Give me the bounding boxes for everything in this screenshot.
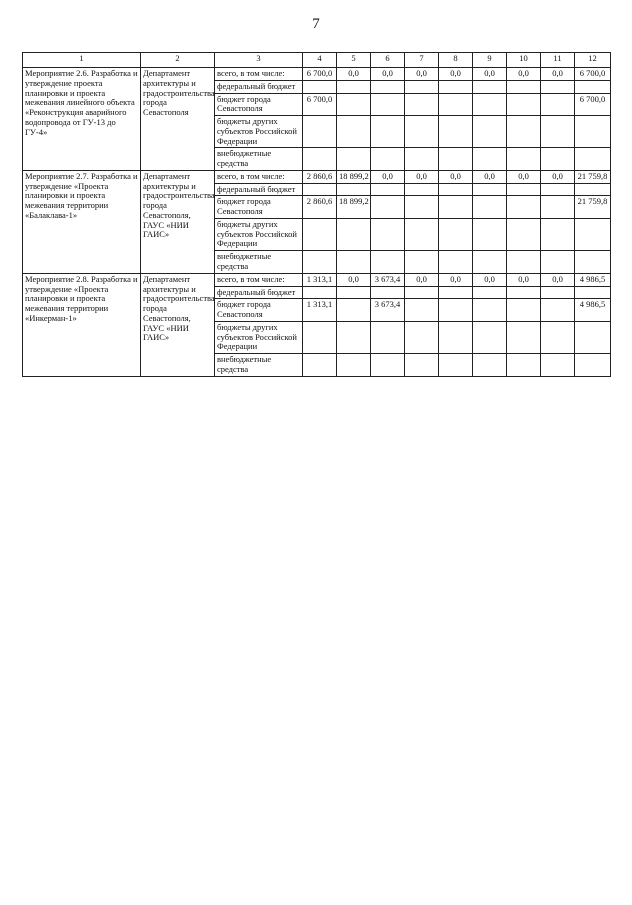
amount-cell: 0,0 <box>507 68 541 81</box>
amount-cell <box>541 286 575 299</box>
amount-cell: 21 759,8 <box>575 170 611 183</box>
amount-cell <box>337 299 371 322</box>
amount-cell <box>405 148 439 171</box>
amount-cell: 0,0 <box>371 68 405 81</box>
column-number-7: 7 <box>405 53 439 68</box>
amount-cell <box>541 148 575 171</box>
amount-cell <box>507 80 541 93</box>
column-number-11: 11 <box>541 53 575 68</box>
amount-cell <box>439 286 473 299</box>
funding-source-cell: бюджет города Севастополя <box>215 196 303 219</box>
amount-cell <box>371 321 405 353</box>
amount-cell <box>337 183 371 196</box>
amount-cell <box>507 196 541 219</box>
amount-cell <box>405 196 439 219</box>
budget-table-sheet <box>22 52 610 377</box>
amount-cell <box>303 183 337 196</box>
amount-cell: 0,0 <box>541 170 575 183</box>
column-number-3: 3 <box>215 53 303 68</box>
amount-cell: 3 673,4 <box>371 273 405 286</box>
measure-cell: Мероприятие 2.7. Разработка и утверждение «Проекта планировки и проекта межевания территории «Балаклава-1» <box>23 170 141 273</box>
amount-cell <box>371 218 405 250</box>
amount-cell <box>507 286 541 299</box>
amount-cell <box>303 354 337 377</box>
amount-cell <box>473 251 507 274</box>
amount-cell <box>337 354 371 377</box>
amount-cell <box>473 218 507 250</box>
table-body <box>23 68 611 377</box>
funding-source-cell: федеральный бюджет <box>215 183 303 196</box>
amount-cell: 0,0 <box>439 170 473 183</box>
amount-cell: 0,0 <box>439 68 473 81</box>
amount-cell <box>337 251 371 274</box>
amount-cell <box>303 80 337 93</box>
amount-cell <box>507 299 541 322</box>
amount-cell <box>541 116 575 148</box>
funding-source-cell: внебюджетные средства <box>215 148 303 171</box>
amount-cell: 1 313,1 <box>303 299 337 322</box>
amount-cell <box>541 218 575 250</box>
amount-cell <box>541 93 575 116</box>
amount-cell <box>303 116 337 148</box>
amount-cell: 18 899,2 <box>337 170 371 183</box>
amount-cell <box>541 251 575 274</box>
amount-cell <box>337 286 371 299</box>
amount-cell <box>303 251 337 274</box>
funding-source-cell: федеральный бюджет <box>215 286 303 299</box>
amount-cell <box>541 299 575 322</box>
amount-cell <box>337 80 371 93</box>
amount-cell <box>371 354 405 377</box>
amount-cell: 0,0 <box>473 273 507 286</box>
table-row <box>23 273 611 286</box>
amount-cell <box>371 148 405 171</box>
amount-cell: 21 759,8 <box>575 196 611 219</box>
amount-cell: 1 313,1 <box>303 273 337 286</box>
amount-cell: 0,0 <box>337 68 371 81</box>
table-row <box>23 170 611 183</box>
executor-cell: Департамент архитектуры и градостроительства города Севастополя <box>141 68 215 171</box>
amount-cell: 6 700,0 <box>303 93 337 116</box>
amount-cell <box>439 148 473 171</box>
column-number-10: 10 <box>507 53 541 68</box>
amount-cell: 6 700,0 <box>575 93 611 116</box>
amount-cell: 0,0 <box>541 273 575 286</box>
page-number: 7 <box>312 16 320 32</box>
amount-cell <box>405 218 439 250</box>
amount-cell <box>337 321 371 353</box>
amount-cell: 0,0 <box>405 170 439 183</box>
column-number-5: 5 <box>337 53 371 68</box>
amount-cell <box>371 116 405 148</box>
amount-cell <box>303 321 337 353</box>
column-number-2: 2 <box>141 53 215 68</box>
amount-cell: 2 860,6 <box>303 170 337 183</box>
amount-cell <box>575 148 611 171</box>
amount-cell <box>303 218 337 250</box>
amount-cell <box>405 299 439 322</box>
column-number-9: 9 <box>473 53 507 68</box>
column-number-12: 12 <box>575 53 611 68</box>
amount-cell <box>473 196 507 219</box>
amount-cell <box>371 196 405 219</box>
amount-cell: 6 700,0 <box>303 68 337 81</box>
measure-cell: Мероприятие 2.6. Разработка и утверждение проекта планировки и проекта межевания линейного объекта «Реконструкция аварийного водопровода от ГУ-13 до ГУ-4» <box>23 68 141 171</box>
amount-cell <box>473 80 507 93</box>
amount-cell <box>507 148 541 171</box>
amount-cell <box>507 321 541 353</box>
amount-cell <box>405 286 439 299</box>
measure-cell: Мероприятие 2.8. Разработка и утверждение «Проекта планировки и проекта межевания территории «Инкерман-1» <box>23 273 141 376</box>
amount-cell: 4 986,5 <box>575 299 611 322</box>
amount-cell: 3 673,4 <box>371 299 405 322</box>
amount-cell <box>371 286 405 299</box>
amount-cell <box>303 148 337 171</box>
executor-cell: Департамент архитектуры и градостроительства города Севастополя, ГАУС «НИИ ГАИС» <box>141 170 215 273</box>
amount-cell <box>507 183 541 196</box>
funding-source-cell: внебюджетные средства <box>215 251 303 274</box>
amount-cell: 0,0 <box>473 170 507 183</box>
column-number-6: 6 <box>371 53 405 68</box>
amount-cell <box>473 148 507 171</box>
amount-cell <box>507 218 541 250</box>
amount-cell: 0,0 <box>405 68 439 81</box>
amount-cell <box>507 251 541 274</box>
funding-source-cell: всего, в том числе: <box>215 170 303 183</box>
amount-cell <box>303 286 337 299</box>
amount-cell <box>371 251 405 274</box>
column-number-4: 4 <box>303 53 337 68</box>
amount-cell <box>337 218 371 250</box>
amount-cell <box>439 80 473 93</box>
amount-cell <box>541 354 575 377</box>
amount-cell <box>575 286 611 299</box>
amount-cell <box>575 80 611 93</box>
amount-cell <box>405 251 439 274</box>
funding-source-cell: бюджеты других субъектов Российской Федерации <box>215 321 303 353</box>
amount-cell <box>473 93 507 116</box>
funding-source-cell: бюджеты других субъектов Российской Федерации <box>215 116 303 148</box>
amount-cell: 0,0 <box>337 273 371 286</box>
amount-cell: 0,0 <box>473 68 507 81</box>
column-number-row <box>23 53 611 68</box>
amount-cell: 2 860,6 <box>303 196 337 219</box>
amount-cell <box>541 80 575 93</box>
amount-cell <box>439 299 473 322</box>
amount-cell <box>541 183 575 196</box>
amount-cell <box>337 93 371 116</box>
amount-cell <box>575 321 611 353</box>
amount-cell: 0,0 <box>371 170 405 183</box>
amount-cell <box>337 116 371 148</box>
funding-source-cell: бюджет города Севастополя <box>215 299 303 322</box>
amount-cell <box>405 93 439 116</box>
funding-source-cell: бюджеты других субъектов Российской Федерации <box>215 218 303 250</box>
amount-cell <box>507 116 541 148</box>
amount-cell <box>371 183 405 196</box>
table-row <box>23 68 611 81</box>
amount-cell <box>439 251 473 274</box>
amount-cell <box>405 116 439 148</box>
amount-cell <box>575 354 611 377</box>
amount-cell <box>439 218 473 250</box>
funding-source-cell: бюджет города Севастополя <box>215 93 303 116</box>
amount-cell <box>405 354 439 377</box>
amount-cell <box>575 218 611 250</box>
amount-cell: 6 700,0 <box>575 68 611 81</box>
amount-cell <box>473 321 507 353</box>
amount-cell: 0,0 <box>507 170 541 183</box>
amount-cell <box>473 183 507 196</box>
amount-cell <box>507 93 541 116</box>
amount-cell <box>473 299 507 322</box>
amount-cell <box>405 321 439 353</box>
amount-cell <box>541 321 575 353</box>
amount-cell <box>439 183 473 196</box>
amount-cell <box>473 286 507 299</box>
amount-cell <box>439 93 473 116</box>
amount-cell <box>337 148 371 171</box>
amount-cell <box>371 80 405 93</box>
executor-cell: Департамент архитектуры и градостроительства города Севастополя, ГАУС «НИИ ГАИС» <box>141 273 215 376</box>
amount-cell: 0,0 <box>541 68 575 81</box>
column-number-1: 1 <box>23 53 141 68</box>
amount-cell <box>575 116 611 148</box>
amount-cell <box>405 183 439 196</box>
amount-cell <box>405 80 439 93</box>
amount-cell <box>473 116 507 148</box>
amount-cell: 4 986,5 <box>575 273 611 286</box>
amount-cell <box>439 321 473 353</box>
amount-cell: 18 899,2 <box>337 196 371 219</box>
amount-cell: 0,0 <box>439 273 473 286</box>
amount-cell <box>439 196 473 219</box>
funding-source-cell: всего, в том числе: <box>215 273 303 286</box>
funding-source-cell: внебюджетные средства <box>215 354 303 377</box>
amount-cell <box>575 183 611 196</box>
amount-cell <box>371 93 405 116</box>
column-number-8: 8 <box>439 53 473 68</box>
amount-cell <box>541 196 575 219</box>
funding-source-cell: всего, в том числе: <box>215 68 303 81</box>
amount-cell <box>473 354 507 377</box>
budget-table <box>22 52 611 377</box>
amount-cell: 0,0 <box>507 273 541 286</box>
amount-cell <box>439 116 473 148</box>
amount-cell <box>507 354 541 377</box>
amount-cell <box>575 251 611 274</box>
amount-cell <box>439 354 473 377</box>
amount-cell: 0,0 <box>405 273 439 286</box>
funding-source-cell: федеральный бюджет <box>215 80 303 93</box>
